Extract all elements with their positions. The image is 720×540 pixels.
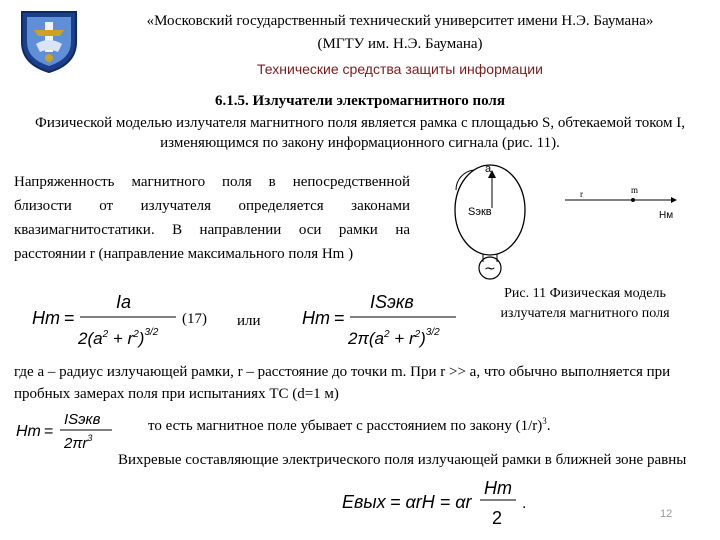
far-field-numerator: ISэкв <box>64 411 101 428</box>
formula-17-alt <box>300 288 460 359</box>
ac-source-symbol: ~ <box>484 261 496 277</box>
numerator-isekv: ISэкв <box>370 292 414 312</box>
decay-text: то есть магнитное поле убывает с расстоянием по закону (1/r) <box>148 418 543 434</box>
svg-text:.: . <box>522 495 527 512</box>
e-out-denominator: 2 <box>492 508 503 528</box>
equals-sign: = <box>64 308 75 328</box>
svg-text:2πr3: $2\pi r^3$ <box>64 433 93 452</box>
slide-number: 12 <box>660 508 673 520</box>
hm-symbol: Hm <box>32 308 60 328</box>
formula-far-field <box>14 406 124 461</box>
intro-paragraph: Физической моделью излучателя магнитного поля является рамка с площадью S, обтекаемой током I, изменяющимся по закону информационного сигнала (рис. 11). <box>35 115 685 151</box>
university-logo <box>18 8 80 74</box>
or-label: или <box>237 313 261 329</box>
university-short-name: (МГТУ им. Н.Э. Баумана) <box>317 36 483 52</box>
e-out-symbol: Eвых <box>342 492 386 512</box>
svg-text:2π(a2 + r2)3/2: $2\pi(a^2 + r^2)^{3/2}$ <box>348 327 440 348</box>
figure-caption: Рис. 11 Физическая модель излучателя магнитного поля <box>500 286 670 321</box>
eddy-paragraph: Вихревые составляющие электрического поля излучающей рамки в ближней зоне равны <box>118 452 687 468</box>
loop-label-s: Sэкв <box>468 206 492 218</box>
crest-icon <box>18 8 80 74</box>
field-point-figure <box>565 178 700 226</box>
loop-label-a: a <box>485 163 492 175</box>
field-label-m: m <box>631 185 639 195</box>
e-out-numerator: Hm <box>484 478 512 498</box>
svg-text:Hm: Hm <box>302 308 330 328</box>
e-out-middle: = αrH = αr <box>390 492 472 512</box>
formula-17 <box>30 288 180 359</box>
field-label-h: Hм <box>659 210 674 221</box>
university-name: «Московский государственный технический университет имени Н.Э. Баумана» <box>146 13 654 29</box>
svg-text:=: = <box>334 308 345 328</box>
section-title: 6.1.5. Излучатели электромагнитного поля <box>215 93 505 109</box>
course-title: Технические средства защиты информации <box>257 61 543 77</box>
svg-text:Hm <box>32 308 60 328</box>
svg-text:Hm: Hm <box>16 423 41 440</box>
numerator-ia: Ia <box>116 292 132 312</box>
where-paragraph: где а – радиус излучающей рамки, r – расстояние до точки m. При r >> а, что обычно выполняется при пробных замерах поля при испытаниях ТС (d=1 м) <box>14 364 671 402</box>
svg-text:2(a2 + r2)3/2: $2(a^2 + r^2)^{3/2}$ <box>78 327 159 348</box>
formula-e-out <box>340 476 540 537</box>
field-strength-paragraph: Напряженность магнитного поля в непосредственной близости от излучателя определяется законами квазимагнитостатики. В направлении оси рамки на расстоянии r (направление максимального поля Hm ) <box>14 174 410 262</box>
field-label-r: r <box>580 189 583 199</box>
decay-statement: то есть магнитное поле убывает с расстоянием по закону $(1/r)^3$. <box>148 416 551 434</box>
equation-number-17: (17) <box>182 311 207 327</box>
svg-text:=: = <box>44 423 54 440</box>
loop-figure <box>438 160 548 285</box>
far-field-denominator: 2πr <box>64 435 88 452</box>
decay-exponent: 3 <box>542 416 547 426</box>
